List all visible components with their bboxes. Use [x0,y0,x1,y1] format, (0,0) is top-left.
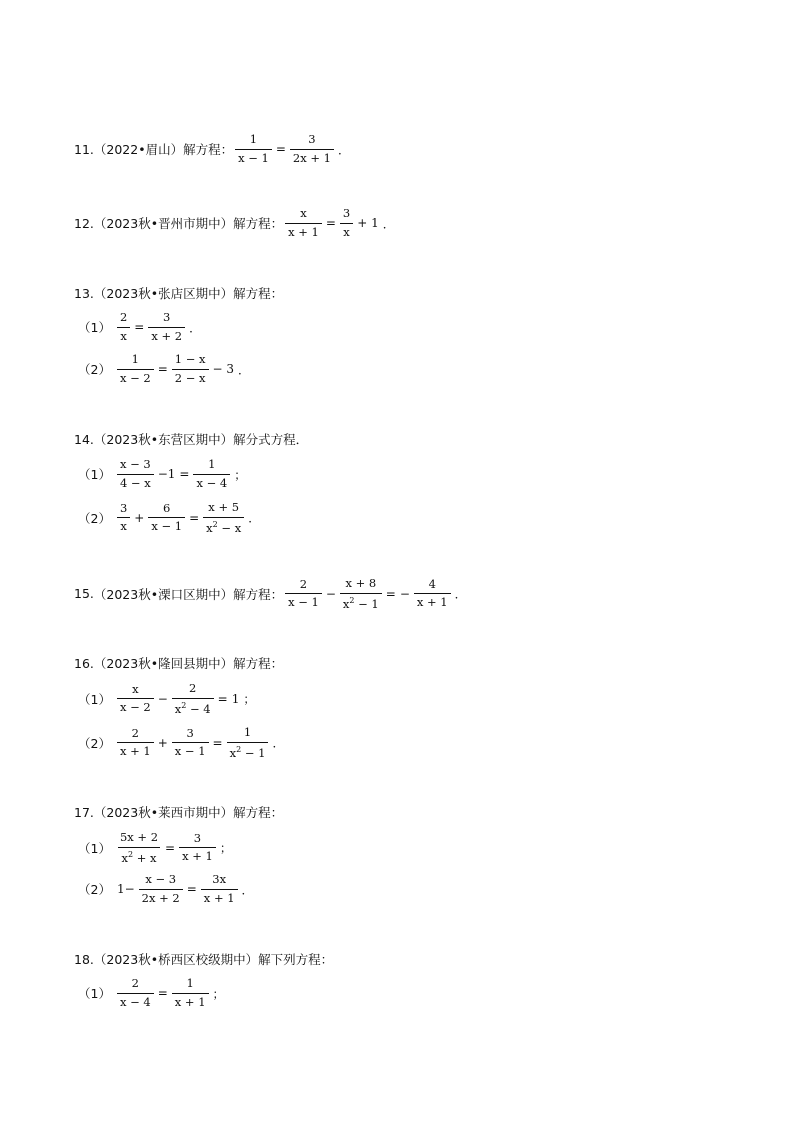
denominator: x − 1 [235,149,272,165]
math-operator: − 3 [212,362,235,376]
problem-18 [74,950,333,968]
numerator: 1 [243,725,252,739]
denominator: x [117,517,130,533]
fraction [179,830,216,864]
math-operator: 1− [116,882,135,896]
fraction [172,978,209,1008]
problem-13-part-2 [74,354,252,384]
numerator: 3 [308,132,316,146]
numerator: 1 − x [174,352,206,366]
math-operator: = [179,467,190,481]
problem-number: 17. [74,804,94,820]
problem-16-part-1 [74,683,257,715]
fraction [117,459,154,489]
exponent: 2 [349,595,355,605]
denominator: $x^2 - 1$ [227,742,269,759]
numerator: 3 [163,310,171,324]
denominator: 4 − x [117,474,154,490]
math-operator: ． [454,587,467,602]
fraction [117,312,130,342]
fraction [172,683,214,715]
problem-number: 18. [74,951,94,967]
problem-16-part-2 [74,727,286,759]
exponent: 2 [127,849,134,859]
problem-18-part-1 [74,978,227,1008]
numerator: 2 [131,725,139,740]
numerator: 1 [249,132,258,146]
fraction [285,208,322,238]
denominator: x − 1 [285,593,322,609]
numerator: 3 [193,830,202,845]
part-label: （2） [78,735,111,751]
math-operator: = [325,216,336,230]
denominator: x − 4 [117,993,154,1009]
numerator: x − 3 [119,457,151,471]
math-operator: ． [189,320,202,335]
denominator: x − 2 [117,369,154,385]
math-operator: ． [272,736,285,751]
problem-15 [74,578,469,610]
math-operator: ． [241,882,254,897]
problem-number: 13. [74,285,94,301]
part-label: （2） [78,882,111,897]
math-operator: = [212,735,223,750]
problem-number: 12. [74,215,94,231]
denominator: x [340,223,353,239]
part-label: （1） [78,986,111,1001]
problem-12 [74,208,397,238]
denominator: 2x + 1 [290,149,334,165]
denominator: 2x + 2 [139,889,183,905]
math-operator: + 1 [357,216,379,230]
math-operator: = [186,882,197,896]
math-operator: ． [382,216,395,231]
fraction [203,502,244,534]
problem-17-part-2 [74,874,256,904]
fraction [285,576,322,610]
part-label: （2） [78,362,111,377]
denominator: x + 1 [414,593,451,609]
fraction [148,312,185,342]
math-operator: − [399,586,410,601]
numerator: 3x [212,872,227,886]
math-operator: = [385,586,396,601]
problem-stem: （2023秋•东营区期中）解分式方程． [93,432,309,447]
math-operator: −1 [157,467,176,481]
fraction [117,500,130,534]
math-operator: = [189,510,200,525]
denominator: x + 1 [201,889,238,905]
problem-13-part-1 [74,312,203,342]
math-operator: + [134,510,145,525]
fraction [235,134,272,164]
denominator: x − 1 [148,517,185,533]
numerator: x [132,681,139,696]
math-operator: + [157,735,168,750]
problem-number: 11. [74,141,94,157]
fraction [193,459,230,489]
problem-17-part-1 [74,832,234,864]
exponent: 2 [212,519,218,529]
denominator: x − 2 [117,698,154,714]
numerator: x + 8 [345,576,377,590]
fraction [117,681,154,715]
denominator: x + 1 [117,742,154,758]
math-operator: = [157,986,168,1000]
part-label: （1） [78,467,111,482]
fraction [340,208,353,238]
problem-13 [74,284,283,302]
part-label: （1） [78,840,111,856]
denominator: 2 − x [172,369,209,385]
part-label: （1） [78,320,111,335]
fraction [148,500,185,534]
numerator: 2 [131,976,139,990]
numerator: 3 [119,500,128,515]
problem-stem: （2023秋•隆回县期中）解方程： [93,656,284,671]
numerator: 3 [342,206,351,220]
part-label: （2） [78,510,111,526]
exponent: 2 [181,700,187,710]
numerator: 5x + 2 [119,830,159,844]
fraction [172,725,209,759]
fraction [117,725,154,759]
problem-number: 14. [74,431,94,447]
problem-stem: （2023秋•溧口区期中）解方程： [93,586,284,602]
math-operator: − [157,691,168,706]
problem-16 [74,654,283,672]
math-operator: ． [238,362,251,377]
denominator: x − 1 [172,742,209,758]
denominator: x + 1 [285,223,322,239]
numerator: 2 [299,576,308,591]
math-operator: = [275,142,286,156]
fraction [201,874,238,904]
denominator: x − 4 [193,474,230,490]
numerator: 1 [186,976,194,990]
numerator: x + 5 [208,500,240,514]
denominator: $x^2 + x$ [118,847,159,864]
denominator: x + 2 [148,327,185,343]
math-operator: ； [243,692,256,707]
math-operator: ； [219,841,232,856]
math-operator: − [325,586,336,601]
numerator: 4 [428,576,436,591]
denominator: x + 1 [172,993,209,1009]
numerator: x − 3 [145,872,177,886]
math-operator: ； [234,467,247,482]
math-operator: ． [337,142,350,157]
numerator: 6 [163,500,171,515]
numerator: 3 [186,725,194,740]
fraction [290,134,334,164]
problem-number: 16. [74,655,94,671]
problem-14 [74,430,308,448]
numerator: 2 [189,681,197,695]
problem-stem: （2023秋•晋州市期中）解方程： [93,216,284,231]
problem-14-part-1 [74,459,248,489]
problem-stem: （2023秋•张店区期中）解方程： [93,286,284,301]
math-operator: ； [212,986,225,1001]
fraction [172,354,209,384]
part-label: （1） [78,691,111,707]
denominator: $x^2 - 1$ [340,593,382,610]
fraction [227,727,269,759]
problem-11 [74,134,352,164]
denominator: x + 1 [179,847,216,863]
fraction [139,874,183,904]
numerator: 1 [208,457,216,471]
math-operator: 1 [231,691,240,706]
problem-stem: （2023秋•莱西市期中）解方程： [93,805,284,820]
fraction [117,978,154,1008]
denominator: x [117,327,130,343]
math-operator: = [217,691,228,706]
math-operator: = [165,840,176,855]
problem-17 [74,803,283,821]
problem-stem: （2023秋•桥西区校级期中）解下列方程： [93,952,334,967]
fraction [340,578,382,610]
numerator: 2 [119,310,128,324]
fraction [117,832,161,864]
numerator: x [300,206,307,220]
exponent: 2 [236,744,242,754]
problem-14-part-2 [74,502,262,534]
denominator: $x^2 - x$ [203,517,244,534]
problem-number: 15. [74,586,94,602]
math-operator: = [134,320,145,334]
fraction [117,354,154,384]
math-operator: ． [248,511,261,526]
problem-stem: （2022•眉山）解方程： [93,142,234,157]
numerator: 1 [131,352,139,366]
denominator: $x^2 - 4$ [172,698,214,715]
fraction [414,576,451,610]
math-operator: = [157,362,168,376]
